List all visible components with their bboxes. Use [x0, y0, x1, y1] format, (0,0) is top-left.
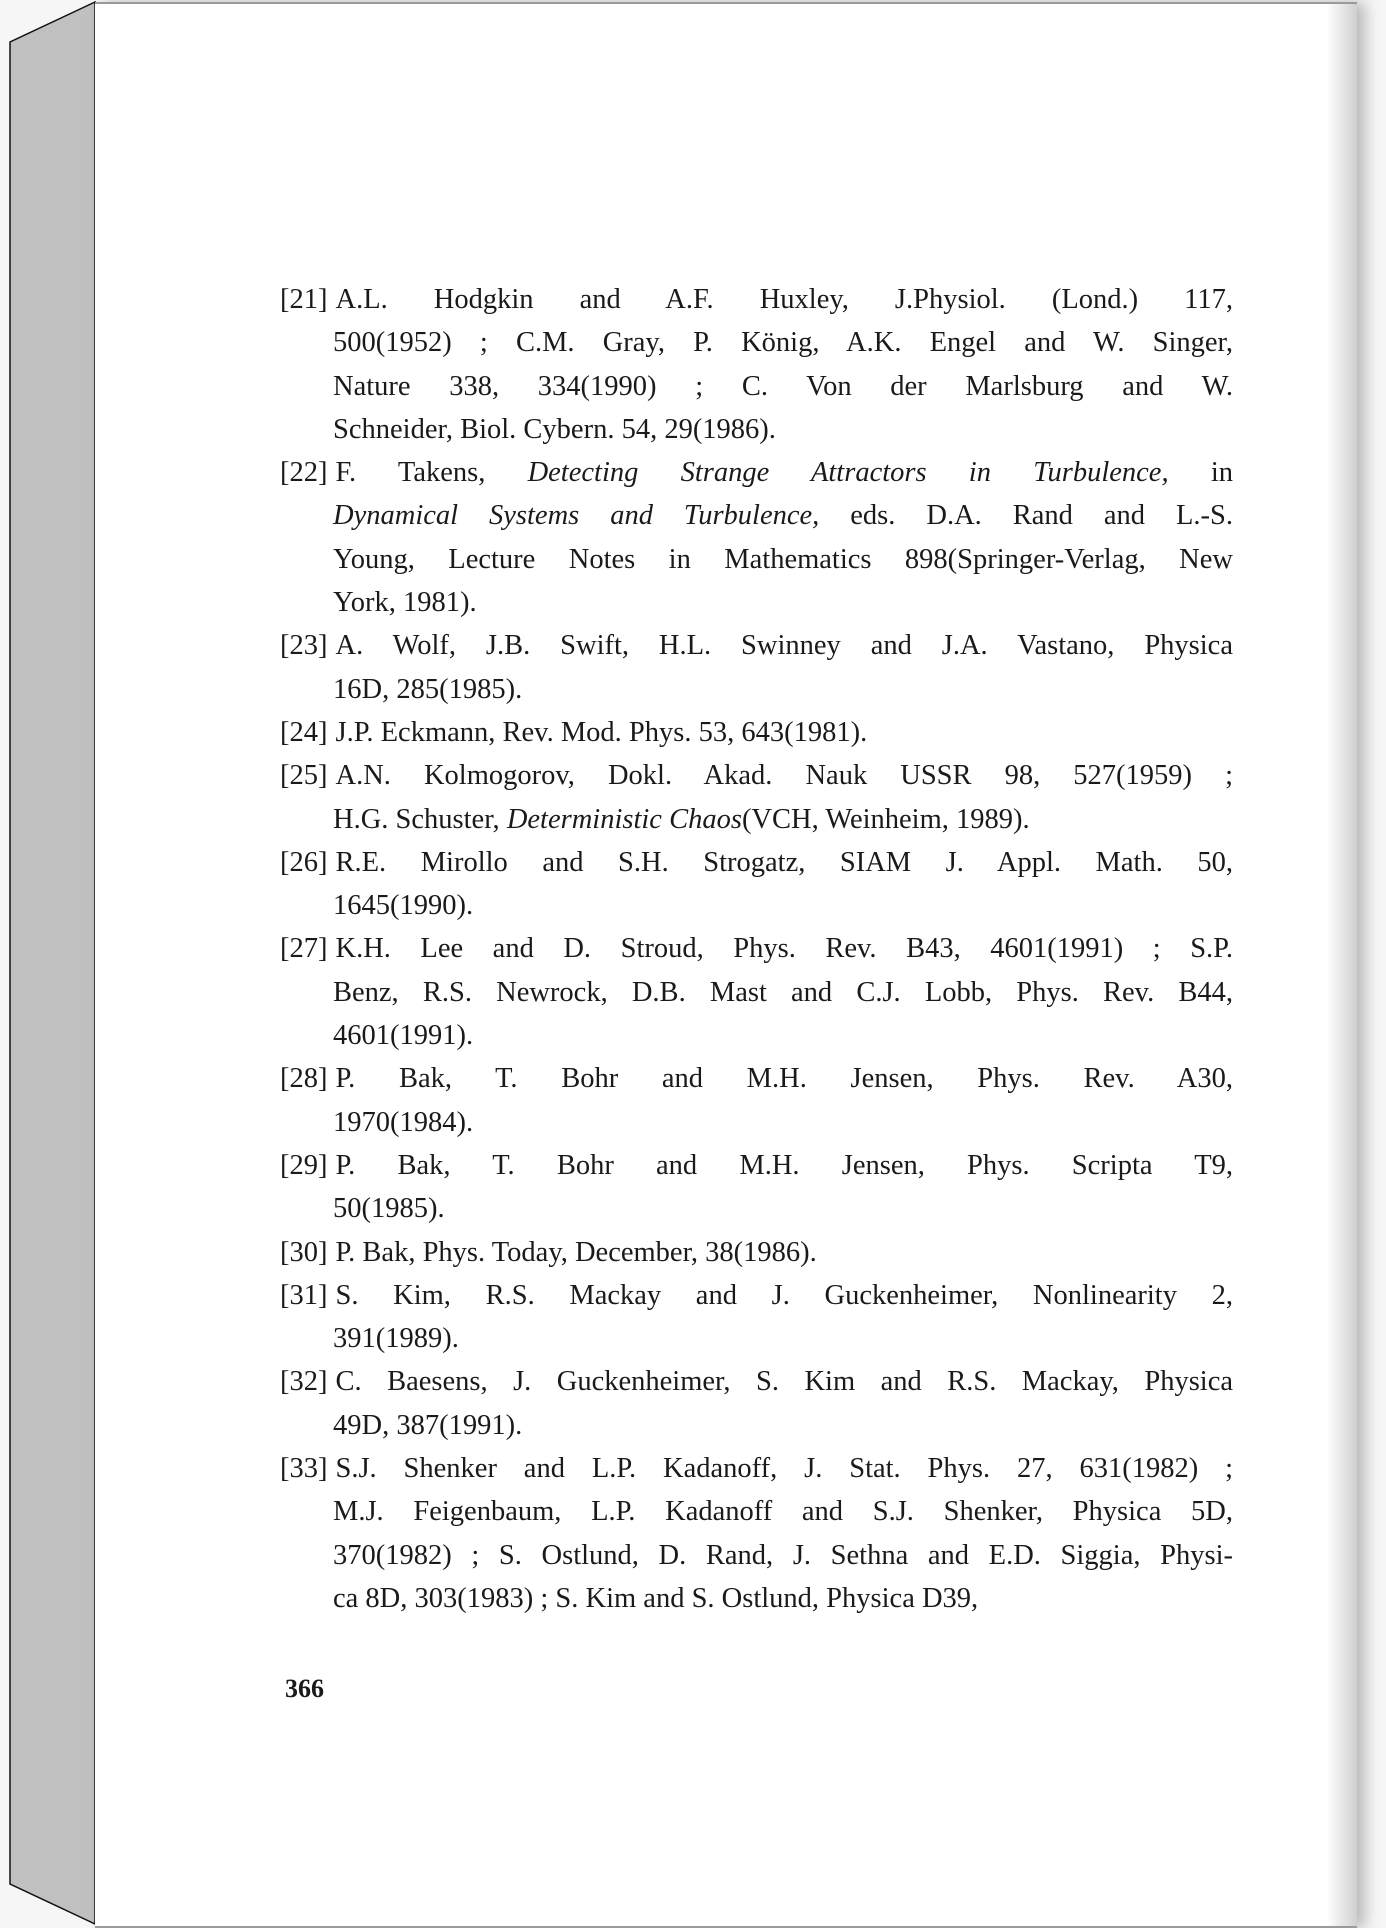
reference-line [333, 971, 1233, 1014]
reference-line [280, 451, 1233, 494]
reference-label: [23] [280, 630, 328, 662]
reference-entry [280, 1231, 1233, 1274]
reference-line [333, 321, 1233, 364]
reference-line [333, 668, 1233, 711]
reference-line [280, 927, 1233, 970]
reference-text: 49D, 387(1991). [333, 1409, 523, 1441]
reference-label: [32] [280, 1366, 328, 1398]
reference-entry [280, 1144, 1233, 1231]
reference-text: 1645(1990). [333, 890, 474, 922]
reference-text: 391(1989). [333, 1323, 459, 1355]
reference-label: [25] [280, 760, 328, 792]
reference-text: Schneider, Biol. Cybern. 54, 29(1986). [333, 413, 776, 445]
reference-text: J.P. Eckmann, Rev. Mod. Phys. 53, 643(1981). [335, 716, 868, 748]
reference-line [333, 538, 1233, 581]
reference-label: [22] [280, 457, 328, 489]
reference-line [333, 1317, 1233, 1360]
reference-text: M.J. Feigenbaum, L.P. Kadanoff and S.J. Shenker, Physica 5D, [333, 1496, 1233, 1528]
reference-label: [26] [280, 846, 328, 878]
reference-label: [33] [280, 1453, 328, 1485]
reference-line [280, 624, 1233, 667]
reference-line [333, 1404, 1233, 1447]
reference-text: ca 8D, 303(1983) ; S. Kim and S. Ostlund, Physica D39, [333, 1582, 979, 1614]
reference-text: 500(1952) ; C.M. Gray, P. König, A.K. Engel and W. Singer, [333, 327, 1233, 359]
reference-text: K.H. Lee and D. Stroud, Phys. Rev. B43, 4601(1991) ; S.P. [335, 933, 1233, 965]
reference-line [333, 1577, 1233, 1620]
reference-title-italic: Deterministic Chaos [506, 803, 742, 835]
reference-text: F. Takens, [335, 457, 528, 489]
reference-text: 1970(1984). [333, 1106, 474, 1138]
reference-text: S. Kim, R.S. Mackay and J. Guckenheimer, Nonlinearity 2, [335, 1279, 1233, 1311]
reference-text: H.G. Schuster, [333, 803, 507, 835]
reference-entry [280, 1057, 1233, 1144]
reference-text: C. Baesens, J. Guckenheimer, S. Kim and R.S. Mackay, Physica [335, 1366, 1233, 1398]
book-spine [0, 0, 100, 1926]
reference-line [333, 1490, 1233, 1533]
reference-label: [31] [280, 1279, 328, 1311]
reference-label: [24] [280, 716, 328, 748]
reference-line [280, 1144, 1233, 1187]
reference-text: York, 1981). [333, 587, 477, 619]
reference-title-italic: Detecting Strange Attractors in Turbulence, [527, 457, 1169, 489]
reference-line [333, 581, 1233, 624]
reference-entry [280, 754, 1233, 841]
reference-text: A.N. Kolmogorov, Dokl. Akad. Nauk USSR 98, 527(1959) ; [335, 760, 1233, 792]
reference-line [280, 1057, 1233, 1100]
reference-entry [280, 1360, 1233, 1447]
reference-line [280, 1447, 1233, 1490]
reference-title-italic: Dynamical Systems and Turbulence, [333, 500, 820, 532]
reference-entry [280, 451, 1233, 624]
reference-text: eds. D.A. Rand and L.-S. [819, 500, 1233, 532]
reference-line [333, 884, 1233, 927]
reference-line [280, 1274, 1233, 1317]
reference-line [333, 1187, 1233, 1230]
reference-text: P. Bak, T. Bohr and M.H. Jensen, Phys. Rev. A30, [335, 1063, 1233, 1095]
reference-entry [280, 1274, 1233, 1361]
reference-line [280, 841, 1233, 884]
reference-line [280, 1360, 1233, 1403]
reference-text: 370(1982) ; S. Ostlund, D. Rand, J. Sethna and E.D. Siggia, Physi- [333, 1539, 1233, 1571]
reference-line [333, 1534, 1233, 1577]
reference-label: [28] [280, 1063, 328, 1095]
reference-line [333, 365, 1233, 408]
reference-line [333, 798, 1233, 841]
reference-entry [280, 278, 1233, 451]
reference-text: 4601(1991). [333, 1020, 474, 1052]
reference-text: Young, Lecture Notes in Mathematics 898(Springer-Verlag, New [333, 543, 1233, 575]
reference-text: A. Wolf, J.B. Swift, H.L. Swinney and J.A. Vastano, Physica [335, 630, 1233, 662]
reference-entry [280, 841, 1233, 928]
reference-text: Nature 338, 334(1990) ; C. Von der Marlsburg and W. [333, 370, 1233, 402]
reference-text: (VCH, Weinheim, 1989). [741, 803, 1030, 835]
reference-text: P. Bak, Phys. Today, December, 38(1986). [335, 1236, 817, 1268]
reference-entry [280, 927, 1233, 1057]
reference-text: 50(1985). [333, 1193, 445, 1225]
reference-text: S.J. Shenker and L.P. Kadanoff, J. Stat. Phys. 27, 631(1982) ; [335, 1453, 1233, 1485]
reference-line [280, 711, 1233, 754]
reference-entry [280, 624, 1233, 711]
reference-line [333, 494, 1233, 537]
reference-text: 16D, 285(1985). [333, 673, 523, 705]
book-page [95, 2, 1357, 1928]
reference-entry [280, 1447, 1233, 1620]
page-edge-shadow [1327, 4, 1357, 1926]
reference-text: A.L. Hodgkin and A.F. Huxley, J.Physiol. (Lond.) 117, [335, 284, 1233, 315]
reference-line [280, 1231, 1233, 1274]
reference-line [333, 1101, 1233, 1144]
reference-label: [21] [280, 284, 328, 315]
reference-label: [27] [280, 933, 328, 965]
reference-text: in [1168, 457, 1234, 489]
reference-text: Benz, R.S. Newrock, D.B. Mast and C.J. Lobb, Phys. Rev. B44, [333, 976, 1233, 1008]
reference-line [280, 278, 1233, 321]
page-number: 366 [285, 1674, 324, 1703]
reference-list [280, 278, 1233, 1620]
reference-entry [280, 711, 1233, 754]
reference-line [280, 754, 1233, 797]
reference-line [333, 1014, 1233, 1057]
reference-line [333, 408, 1233, 451]
reference-label: [29] [280, 1149, 328, 1181]
reference-text: R.E. Mirollo and S.H. Strogatz, SIAM J. Appl. Math. 50, [335, 846, 1233, 878]
reference-text: P. Bak, T. Bohr and M.H. Jensen, Phys. Scripta T9, [335, 1149, 1233, 1181]
reference-label: [30] [280, 1236, 328, 1268]
